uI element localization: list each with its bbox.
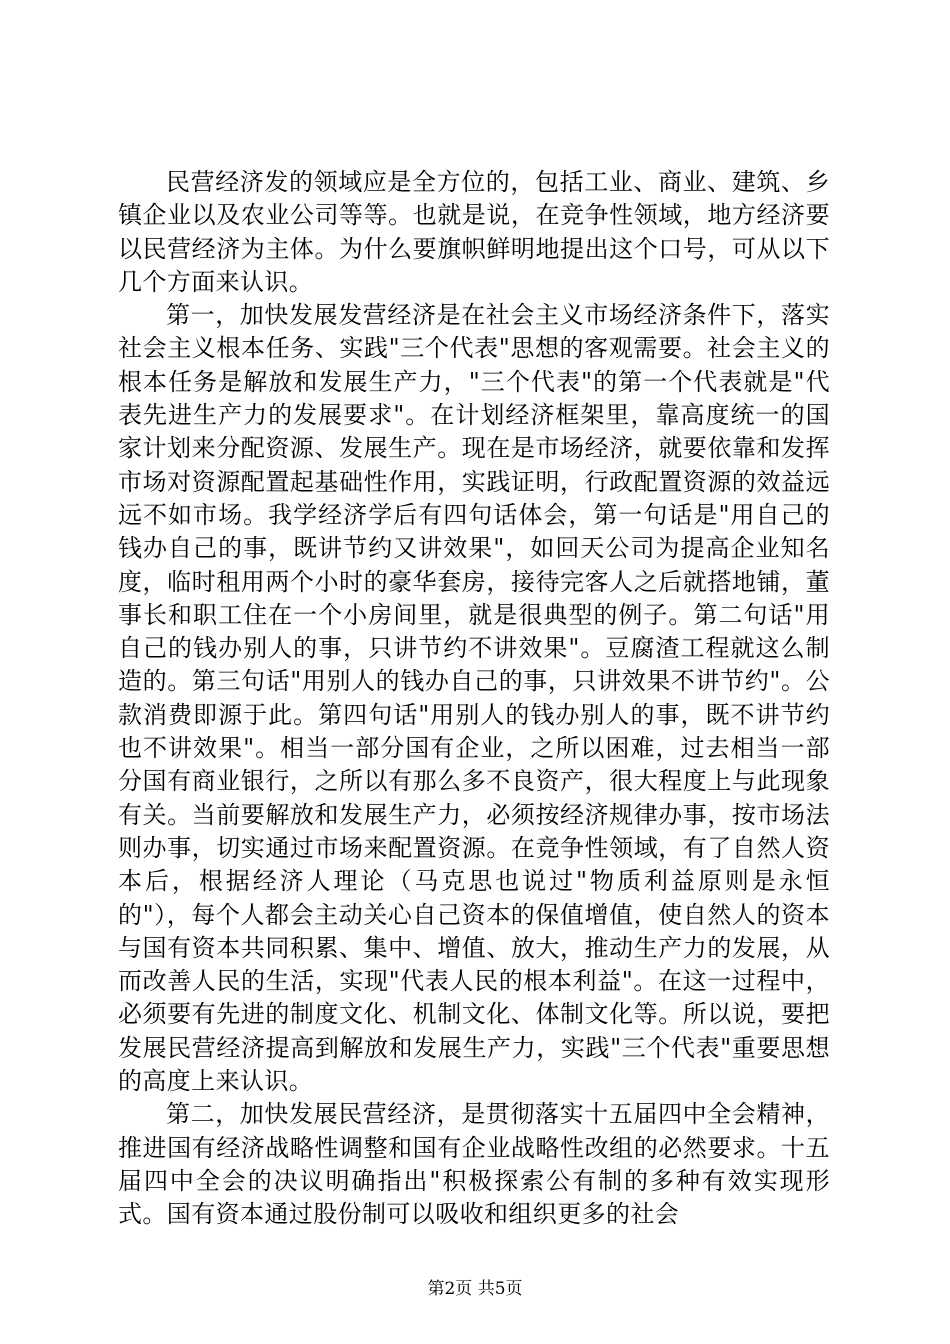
paragraph-first-point: 第一，加快发展发营经济是在社会主义市场经济条件下，落实社会主义根本任务、实践"三个代表"思想的客观需要。社会主义的根本任务是解放和发展生产力，"三个代表"的第一个代表就是"代表先进生产力的发展要求"。在计划经济框架里，靠高度统一的国家计划来分配资源、发展生产。现在是市场经济，就要依靠和发挥市场对资源配置起基础性作用，实践证明，行政配置资源的效益远远不如市场。我学经济学后有四句话体会，第一句话是"用自己的钱办自己的事，既讲节约又讲效果"，如回天公司为提高企业知名度，临时租用两个小时的豪华套房，接待完客人之后就搭地铺，董事长和职工住在一个小房间里，就是很典型的例子。第二句话"用自己的钱办别人的事，只讲节约不讲效果"。豆腐渣工程就这么制造的。第三句话"用别人的钱办自己的事，只讲效果不讲节约"。公款消费即源于此。第四句话"用别人的钱办别人的事，既不讲节约也不讲效果"。相当一部分国有企业，之所以困难，过去相当一部分国有商业银行，之所以有那么多不良资产，很大程度上与此现象有关。当前要解放和发展生产力，必须按经济规律办事，按市场法则办事，切实通过市场来配置资源。在竞争性领域，有了自然人资本后，根据经济人理论（马克思也说过"物质利益原则是永恒的"），每个人都会主动关心自己资本的保值增值，使自然人的资本与国有资本共同积累、集中、增值、放大，推动生产力的发展，从而改善人民的生活，实现"代表人民的根本利益"。在这一过程中，必须要有先进的制度文化、机制文化、体制文化等。所以说，要把发展民营经济提高到解放和发展生产力，实践"三个代表"重要思想的高度上来认识。: [118, 301, 830, 1096]
body-text: [118, 166, 830, 1232]
paragraph-intro: 民营经济发的领域应是全方位的，包括工业、商业、建筑、乡镇企业以及农业公司等等。也就是说，在竞争性领域，地方经济要以民营经济为主体。为什么要旗帜鲜明地提出这个口号，可从以下几个方面来认识。: [118, 168, 830, 296]
paragraph-second-point: 第二，加快发展民营经济，是贯彻落实十五届四中全会精神，推进国有经济战略性调整和国有企业战略性改组的必然要求。十五届四中全会的决议明确指出"积极探索公有制的多种有效实现形式。国有资本通过股份制可以吸收和组织更多的社会: [118, 1100, 830, 1229]
page-number-footer: 第2页 共5页: [427, 1279, 523, 1299]
